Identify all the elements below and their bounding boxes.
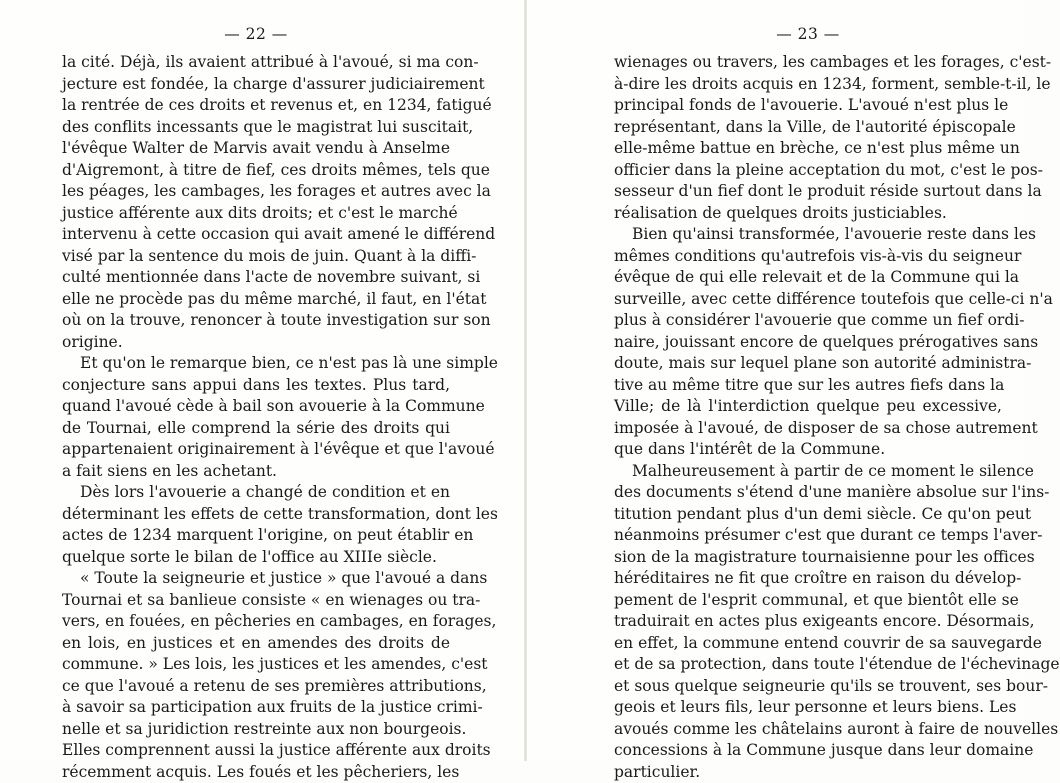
text-line: Elles comprennent aussi la justice afférente aux droits: [62, 740, 450, 762]
text-line: Dès lors l'avouerie a changé de condition et en: [62, 482, 450, 504]
text-line: et de sa protection, dans toute l'étendue de l'échevinage: [614, 654, 1002, 676]
text-line: elle ne procède pas du même marché, il faut, en l'état: [62, 289, 450, 311]
text-line: elle-même battue en brèche, ce n'est plus même un: [614, 138, 1002, 160]
text-line: jecture est fondée, la charge d'assurer judiciairement: [62, 74, 450, 96]
text-line: sion de la magistrature tournaisienne pour les offices: [614, 547, 1002, 569]
text-line: titution pendant plus d'un demi siècle. Ce qu'on peut: [614, 504, 1002, 526]
left-page-text: [62, 52, 450, 783]
text-line: à-dire les droits acquis en 1234, forment, semble-t-il, le: [614, 74, 1002, 96]
text-line: intervenu à cette occasion qui avait amené le différend: [62, 224, 450, 246]
text-line: quand l'avoué cède à bail son avouerie à la Commune: [62, 396, 450, 418]
text-line: plus à considérer l'avouerie que comme un fief ordi-: [614, 310, 1002, 332]
text-line: principal fonds de l'avouerie. L'avoué n'est plus le: [614, 95, 1002, 117]
text-line: traduirait en actes plus exigeants encore. Désormais,: [614, 611, 1002, 633]
text-line: néanmoins présumer c'est que durant ce temps l'aver-: [614, 525, 1002, 547]
text-line: évêque de qui elle relevait et de la Commune qui la: [614, 267, 1002, 289]
text-line: la cité. Déjà, ils avaient attribué à l'avoué, si ma con-: [62, 52, 450, 74]
text-line: réalisation de quelques droits justiciables.: [614, 203, 1002, 225]
text-line: geois et leurs fils, leur personne et leurs biens. Les: [614, 697, 1002, 719]
text-line: a fait siens en les achetant.: [62, 461, 450, 483]
text-line: Malheureusement à partir de ce moment le silence: [614, 461, 1002, 483]
text-line: mêmes conditions qu'autrefois vis-à-vis du seigneur: [614, 246, 1002, 268]
text-line: l'évêque Walter de Marvis avait vendu à Anselme: [62, 138, 450, 160]
text-line: héréditaires ne fit que croître en raison du dévelop-: [614, 568, 1002, 590]
left-page: [62, 24, 450, 783]
text-line: Ville; de là l'interdiction quelque peu excessive,: [614, 396, 1002, 418]
text-line: d'Aigremont, à titre de fief, ces droits mêmes, tels que: [62, 160, 450, 182]
text-line: actes de 1234 marquent l'origine, on peut établir en: [62, 525, 450, 547]
text-line: origine.: [62, 332, 450, 354]
text-line: des conflits incessants que le magistrat lui suscitait,: [62, 117, 450, 139]
text-line: récemment acquis. Les foués et les pêcheriers, les: [62, 762, 450, 783]
text-line: pement de l'esprit communal, et que bientôt elle se: [614, 590, 1002, 612]
text-line: de Tournai, elle comprend la série des droits qui: [62, 418, 450, 440]
text-line: Bien qu'ainsi transformée, l'avouerie reste dans les: [614, 224, 1002, 246]
text-line: en lois, en justices et en amendes des droits de: [62, 633, 450, 655]
text-line: naire, jouissant encore de quelques prérogatives sans: [614, 332, 1002, 354]
text-line: en effet, la commune entend couvrir de sa sauvegarde: [614, 633, 1002, 655]
text-line: nelle et sa juridiction restreinte aux non bourgeois.: [62, 719, 450, 741]
text-line: particulier.: [614, 762, 1002, 783]
text-line: avoués comme les châtelains auront à faire de nouvelles: [614, 719, 1002, 741]
text-line: des documents s'étend d'une manière absolue sur l'ins-: [614, 482, 1002, 504]
text-line: justice afférente aux dits droits; et c'est le marché: [62, 203, 450, 225]
right-page-number: — 23 —: [614, 24, 1002, 48]
text-line: « Toute la seigneurie et justice » que l'avoué a dans: [62, 568, 450, 590]
text-line: wienages ou travers, les cambages et les forages, c'est-: [614, 52, 1002, 74]
text-line: ce que l'avoué a retenu de ses premières attributions,: [62, 676, 450, 698]
text-line: et sous quelque seigneurie qu'ils se trouvent, ses bour-: [614, 676, 1002, 698]
text-line: à savoir sa participation aux fruits de la justice crimi-: [62, 697, 450, 719]
text-line: la rentrée de ces droits et revenus et, en 1234, fatigué: [62, 95, 450, 117]
text-line: imposée à l'avoué, de disposer de sa chose autrement: [614, 418, 1002, 440]
text-line: surveille, avec cette différence toutefois que celle-ci n'a: [614, 289, 1002, 311]
text-line: concessions à la Commune jusque dans leur domaine: [614, 740, 1002, 762]
text-line: tive au même titre que sur les autres fiefs dans la: [614, 375, 1002, 397]
text-line: visé par la sentence du mois de juin. Quant à la diffi-: [62, 246, 450, 268]
text-line: sesseur d'un fief dont le produit réside surtout dans la: [614, 181, 1002, 203]
text-line: vers, en fouées, en pêcheries en cambages, en forages,: [62, 611, 450, 633]
text-line: où on la trouve, renoncer à toute investigation sur son: [62, 310, 450, 332]
text-line: officier dans la pleine acceptation du mot, c'est le pos-: [614, 160, 1002, 182]
text-line: Tournai et sa banlieue consiste « en wienages ou tra-: [62, 590, 450, 612]
text-line: appartenaient originairement à l'évêque et que l'avoué: [62, 439, 450, 461]
text-line: Et qu'on le remarque bien, ce n'est pas là une simple: [62, 353, 450, 375]
text-line: commune. » Les lois, les justices et les amendes, c'est: [62, 654, 450, 676]
text-line: les péages, les cambages, les forages et autres avec la: [62, 181, 450, 203]
right-page: [614, 24, 1002, 783]
left-page-number: — 22 —: [62, 24, 450, 48]
right-page-text: [614, 52, 1002, 783]
text-line: culté mentionnée dans l'acte de novembre suivant, si: [62, 267, 450, 289]
text-line: déterminant les effets de cette transformation, dont les: [62, 504, 450, 526]
text-line: conjecture sans appui dans les textes. Plus tard,: [62, 375, 450, 397]
text-line: quelque sorte le bilan de l'office au XIIIe siècle.: [62, 547, 450, 569]
book-gutter: [524, 0, 527, 761]
text-line: doute, mais sur lequel plane son autorité administra-: [614, 353, 1002, 375]
text-line: représentant, dans la Ville, de l'autorité épiscopale: [614, 117, 1002, 139]
text-line: que dans l'intérêt de la Commune.: [614, 439, 1002, 461]
